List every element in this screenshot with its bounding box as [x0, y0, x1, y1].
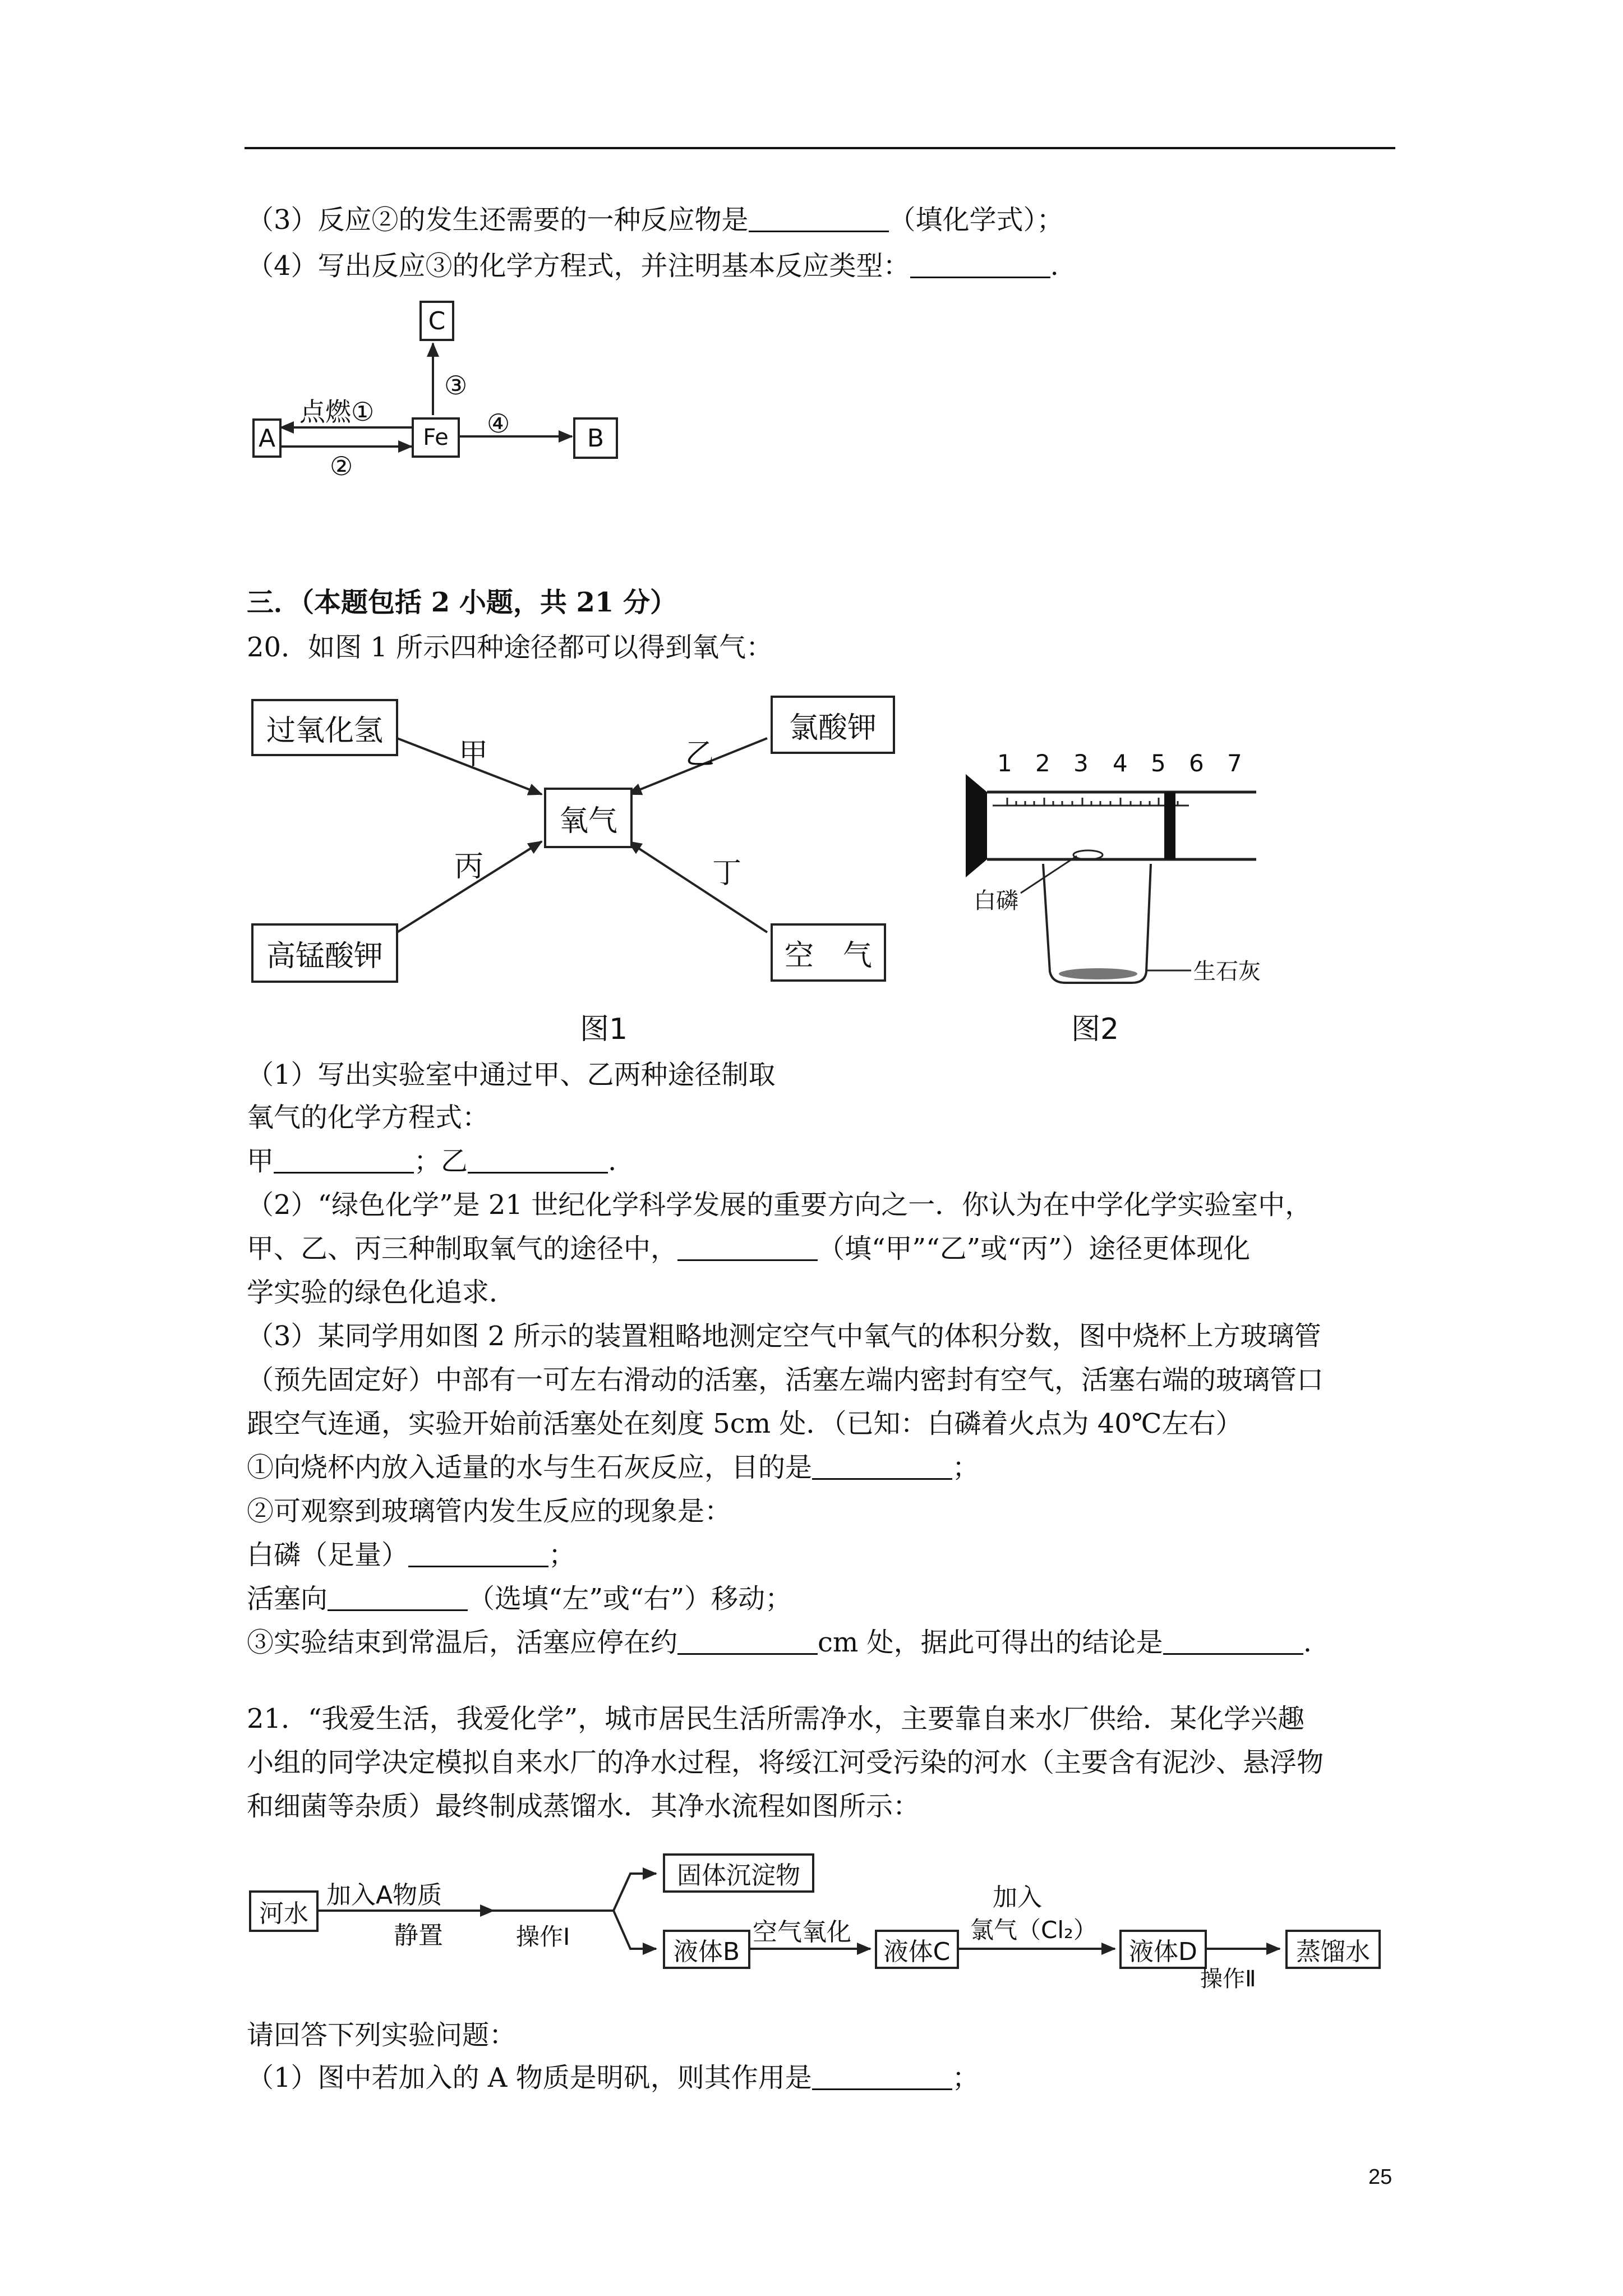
box-river-water: 河水	[249, 1890, 319, 1932]
figure-1-caption: 图1	[580, 1013, 628, 1046]
label-settle: 静置	[394, 1921, 443, 1950]
box-potassium-permanganate: 高锰酸钾	[251, 923, 398, 983]
q19-part3: （3）反应②的发生还需要的一种反应物是 （填化学式）；	[247, 204, 1064, 236]
q21-line3: 和细菌等杂质）最终制成蒸馏水．其净水流程如图所示：	[247, 1791, 920, 1822]
q20-p3-q2b: 活塞向 （选填“左”或“右”）移动；	[247, 1583, 792, 1614]
scale-tick-6: 6	[1189, 749, 1204, 777]
q21-p1: （1）图中若加入的 A 物质是明矾，则其作用是 ；	[247, 2062, 979, 2093]
label-jia: 甲	[459, 738, 488, 771]
box-a: A	[252, 418, 282, 458]
label-add-a: 加入A物质	[326, 1881, 442, 1910]
label-2: ②	[330, 451, 353, 481]
box-distilled-water: 蒸馏水	[1285, 1930, 1381, 1969]
label-quicklime: 生石灰	[1193, 959, 1261, 984]
box-oxygen: 氧气	[544, 788, 633, 848]
page-number: 25	[1368, 2165, 1393, 2189]
box-potassium-chlorate: 氯酸钾	[771, 696, 895, 754]
answer-blank[interactable]	[812, 2065, 952, 2090]
box-liquid-c: 液体C	[875, 1930, 959, 1969]
q20-p1-answers: 甲 ；乙 .	[247, 1145, 617, 1177]
q20-p1-line1: （1）写出实验室中通过甲、乙两种途径制取	[247, 1059, 776, 1091]
label-bing: 丙	[454, 850, 484, 884]
label-ignite-1: 点燃①	[299, 397, 375, 427]
q20-p3-line1: （3）某同学用如图 2 所示的装置粗略地测定空气中氧气的体积分数，图中烧杯上方玻璃管	[247, 1320, 1321, 1352]
scale-tick-7: 7	[1227, 749, 1242, 777]
box-hydrogen-peroxide: 过氧化氢	[251, 699, 398, 756]
scale-tick-1: 1	[997, 749, 1012, 777]
label-yi: 乙	[685, 738, 715, 771]
box-b: B	[573, 417, 618, 459]
q21-line2: 小组的同学决定模拟自来水厂的净水过程，将绥江河受污染的河水（主要含有泥沙、悬浮物	[247, 1747, 1324, 1778]
q20-p2-line3: 学实验的绿色化追求．	[247, 1277, 517, 1308]
scale-tick-2: 2	[1035, 749, 1050, 777]
box-solid-precipitate: 固体沉淀物	[663, 1853, 814, 1893]
q20-p3-line3: 跟空气连通，实验开始前活塞处在刻度 5cm 处．（已知：白磷着火点为 40℃左右）	[247, 1408, 1243, 1439]
q20-p3-q1: ①向烧杯内放入适量的水与生石灰反应，目的是 ；	[247, 1452, 980, 1483]
q21-ask: 请回答下列实验问题：	[247, 2019, 517, 2051]
label-op2: 操作Ⅱ	[1200, 1966, 1256, 1992]
label-chlorine: 氯气（Cl₂）	[970, 1916, 1097, 1944]
box-liquid-b: 液体B	[663, 1930, 750, 1969]
label-4: ④	[487, 408, 510, 439]
q20-p1-line2: 氧气的化学方程式：	[247, 1102, 490, 1133]
box-liquid-d: 液体D	[1119, 1930, 1207, 1969]
label-ding: 丁	[712, 857, 742, 890]
q19-part4: （4）写出反应③的化学方程式，并注明基本反应类型： .	[247, 250, 1059, 282]
q21-line1: 21．“我爱生活，我爱化学”，城市居民生活所需净水，主要靠自来水厂供给．某化学兴趣	[247, 1703, 1305, 1734]
label-op1: 操作Ⅰ	[516, 1923, 570, 1950]
box-c: C	[419, 301, 454, 341]
q20-p3-q2: ②可观察到玻璃管内发生反应的现象是：	[247, 1496, 732, 1527]
label-add: 加入	[993, 1883, 1042, 1912]
q20-intro: 20．如图 1 所示四种途径都可以得到氧气：	[247, 632, 773, 663]
scale-tick-5: 5	[1151, 749, 1166, 777]
box-fe: Fe	[412, 417, 460, 458]
label-air-oxidation: 空气氧化	[753, 1918, 851, 1947]
box-air: 空 气	[771, 923, 886, 982]
q20-p3-line2: （预先固定好）中部有一可左右滑动的活塞，活塞左端内密封有空气，活塞右端的玻璃管口	[247, 1364, 1324, 1396]
q20-p2-line1: （2）“绿色化学”是 21 世纪化学科学发展的重要方向之一．你认为在中学化学实验室中，	[247, 1189, 1312, 1221]
q20-p2-line2: 甲、乙、丙三种制取氧气的途径中， （填“甲”“乙”或“丙”）途径更体现化	[247, 1233, 1251, 1264]
label-3: ③	[444, 370, 468, 401]
section-title: 三．（本题包括 2 小题，共 21 分）	[247, 587, 677, 618]
label-white-phosphorus: 白磷	[974, 888, 1018, 914]
scale-tick-4: 4	[1113, 749, 1128, 777]
q20-p3-q3: ③实验结束到常温后，活塞应停在约 cm 处，据此可得出的结论是 .	[247, 1627, 1312, 1658]
figure-2-caption: 图2	[1071, 1013, 1119, 1046]
q20-p3-q2a: 白磷（足量） ；	[247, 1539, 576, 1571]
scale-tick-3: 3	[1073, 749, 1089, 777]
